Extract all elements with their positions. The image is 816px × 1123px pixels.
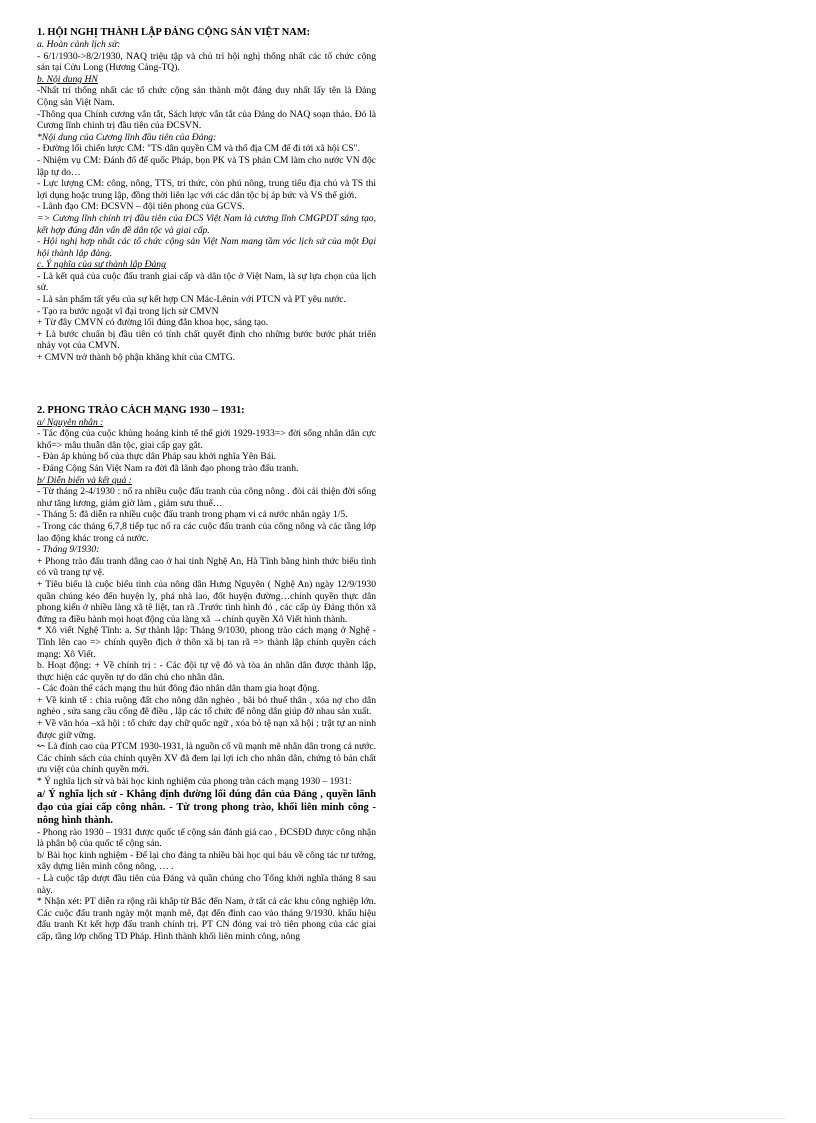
text-line: - Đảng Cộng Sản Việt Nam ra đời đã lãnh đạo phong trào đấu tranh. [37, 463, 299, 474]
text-line: - Trong các tháng 6,7,8 tiếp tục nổ ra các cuộc đấu tranh của công nông và các tầng lớp lao động khác trong cả nước. [37, 520, 376, 544]
text-line: + Tiêu biểu là cuộc biểu tình của nông dân Hưng Nguyên ( Nghệ An) ngày 12/9/1930 quần chúng kéo đến huyện lỵ, phá nhà lao, đốt huyện đường…chính quyền thực dân phong kiến ở nhiều làng xã tê liệt, tan rã .Trước tình hình đó , các cấp ủy Đảng thôn xã đứng ra điều hành mọi hoạt động của làng xã →chính quyền Xô Viết hình thành. [37, 578, 376, 625]
text-line: *Nội dung của Cương lĩnh đầu tiên của Đảng: [37, 131, 217, 143]
text-line: - Các đoàn thể cách mạng thu hút đông đảo nhân dân tham gia hoạt động. [37, 683, 320, 695]
section-1-title: 1. HỘI NGHỊ THÀNH LẬP ĐẢNG CỘNG SẢN VIỆT NAM: [37, 27, 311, 38]
section-1-body [37, 39, 376, 364]
section-gap [37, 364, 376, 404]
text-line: => Cương lĩnh chính trị đầu tiên của ĐCS Việt Nam là cương lĩnh CMGPDT sáng tạo, kết hợp đúng đắn vấn đề dân tộc và giai cấp. [37, 212, 376, 236]
text-line: * Xô viết Nghệ Tĩnh: a. Sự thành lập: Tháng 9/1030, phong trào cách mạng ở Nghệ - Tĩnh lên cao => chính quyền địch ở thôn xã bị tan rã => thành lập chính quyền cách mạng: Xô Viết. [37, 625, 376, 660]
text-line: - Từ tháng 2-4/1930 : nổ ra nhiều cuộc đấu tranh của công nông . đòi cải thiện đời sống như tăng lương, giảm giờ làm , giảm sưu thuế… [37, 486, 376, 509]
section-2-title: 2. PHONG TRÀO CÁCH MẠNG 1930 – 1931: [37, 404, 245, 416]
document-page [37, 26, 376, 943]
text-line: - Phong rào 1930 – 1931 được quốc tế cộng sản đánh giá cao , ĐCSĐD được công nhận là phân bộ của quốc tế cộng sản. [37, 826, 376, 850]
text-line: + Từ đây CMVN có đường lối đúng đắn khoa học, sáng tạo. [37, 317, 269, 329]
text-line: - Nhiệm vụ CM: Đánh đổ đế quốc Pháp, bọn PK và TS phản CM làm cho nước VN độc lập tự do… [37, 154, 376, 178]
text-line: - Là sản phẩm tất yếu của sự kết hợp CN Mác-Lênin với PTCN và PT yêu nước. [37, 294, 346, 306]
text-line: a/ Nguyên nhân : [37, 416, 104, 428]
text-line: c. Ý nghĩa của sự thành lập Đảng [37, 259, 166, 271]
text-line: - Là cuộc tập dượt đầu tiên của Đảng và quần chúng cho Tổng khởi nghĩa tháng 8 sau này. [37, 873, 376, 896]
text-line: - Là kết quả của cuộc đấu tranh giai cấp và dân tộc ở Việt Nam, là sự lựa chọn của lịch sử. [37, 270, 376, 294]
text-line: b/ Bài học kinh nghiệm - Để lại cho đảng ta nhiều bài học quí báu về công tác tư tưởng, xây dựng liên minh công nông, … . [37, 849, 376, 873]
text-line: + Là bước chuẩn bị đầu tiên có tính chất quyết định cho những bước bước phát triển nhảy vọt của CMVN. [37, 328, 376, 352]
text-line: ↜ Là đỉnh cao của PTCM 1930-1931, là nguồn cổ vũ mạnh mẽ nhân dân trong cả nước. Các chính sách của chính quyền XV đã đem lại lợi ích cho nhân dân, chứng tỏ bản chất ưu việt của chính quyền mới. [37, 741, 376, 776]
text-line: - Tháng 5: đã diễn ra nhiều cuộc đấu tranh trong phạm vi cả nước nhân ngày 1/5. [37, 509, 348, 521]
text-line: - Đàn áp khủng bố của thực dân Pháp sau khởi nghĩa Yên Bái. [37, 451, 277, 463]
page-bottom-divider [30, 1118, 786, 1119]
text-line: + Phong trào đấu tranh dâng cao ở hai tỉnh Nghệ An, Hà Tĩnh bằng hình thức biểu tình có vũ trang tự vệ. [37, 555, 376, 579]
text-line: - 6/1/1930->8/2/1930, NAQ triệu tập và chủ trì hội nghị thống nhất các tổ chức cộng sản tại Cửu Long (Hương Cảng-TQ). [37, 50, 376, 74]
text-line: + Về văn hóa –xã hội : tổ chức dạy chữ quốc ngữ , xóa bỏ tệ nạn xã hội ; trật tự an ninh được giữ vững. [37, 718, 376, 741]
text-line: - Tháng 9/1930: [37, 544, 100, 556]
text-line: + CMVN trở thành bộ phận khăng khít của CMTG. [37, 352, 236, 364]
text-line: - Tạo ra bước ngoặt vĩ đại trong lịch sử CMVN [37, 305, 219, 317]
text-line: * Ý nghĩa lịch sử và bài học kinh nghiệm của phong tràn cách mạng 1930 – 1931: [37, 776, 352, 788]
text-line: - Tác động của cuộc khủng hoảng kinh tế thế giới 1929-1933=> đời sống nhân dân cực khổ=> mâu thuẫn dân tộc, giai cấp gay gắt. [37, 428, 376, 451]
section-2-body [37, 417, 376, 943]
text-line: -Thông qua Chính cương vắn tắt, Sách lược vắn tắt của Đảng do NAQ soạn thảo. Đó là Cương lĩnh chính trị đầu tiên của ĐCSVN. [37, 108, 376, 132]
text-line: - Lực lượng CM: công, nông, TTS, trí thức, còn phú nông, trung tiểu địa chủ và TS thì lợi dụng hoặc trung lập, đồng thời liên lạc với các dân tộc bị áp bức và VS thế giới. [37, 178, 376, 201]
text-line: * Nhận xét: PT diễn ra rộng rãi khắp từ Bắc đến Nam, ở tất cả các khu công nghiệp lớn. Các cuộc đấu tranh ngày một mạnh mẽ, đạt đến đỉnh cao vào tháng 9/1930. khẩu hiệu đấu tranh Kt kết hợp đấu tranh chính trị. PT CN đóng vai trò tiên phong của các giai cấp, tầng lớp chống TD Pháp. Hình thành khối liên minh công, nông [37, 896, 376, 942]
text-line: b. Nội dung HN [37, 73, 98, 85]
text-line: a. Hoàn cảnh lịch sử: [37, 39, 121, 50]
text-line: - Hội nghị hợp nhất các tổ chức cộng sản Việt Nam mang tầm vóc lịch sử của một Đại hội thành lập đảng. [37, 236, 376, 259]
text-line: b/ Diễn biến và kết quả : [37, 474, 132, 486]
text-line: - Đường lối chiến lược CM: "TS dân quyền CM và thổ địa CM để đi tới xã hội CS". [37, 143, 360, 155]
text-line: - Lãnh đạo CM: ĐCSVN – đội tiên phong của GCVS. [37, 201, 245, 213]
text-line: a/ Ý nghĩa lịch sử - Khẳng định đường lối đúng đắn của Đảng , quyền lãnh đạo của giai cấp công nhân. - Từ trong phong trào, khối liên minh công - nông hình thành. [37, 788, 376, 826]
text-line: b. Hoạt động: + Về chính trị : - Các đội tự vệ đỏ và tòa án nhân dân được thành lập, thực hiện các quyền tự do dân chủ cho nhân dân. [37, 660, 376, 683]
text-line: + Về kinh tế : chia ruộng đất cho nông dân nghèo , bãi bỏ thuế thân , xóa nợ cho dân nghèo , sửa sang cầu cống đê điều , lập các tổ chức để nông dân giúp đỡ nhau sản xuất. [37, 694, 376, 718]
text-line: -Nhất trí thống nhất các tổ chức cộng sản thành một đảng duy nhất lấy tên là Đảng Cộng sản Việt Nam. [37, 85, 376, 108]
